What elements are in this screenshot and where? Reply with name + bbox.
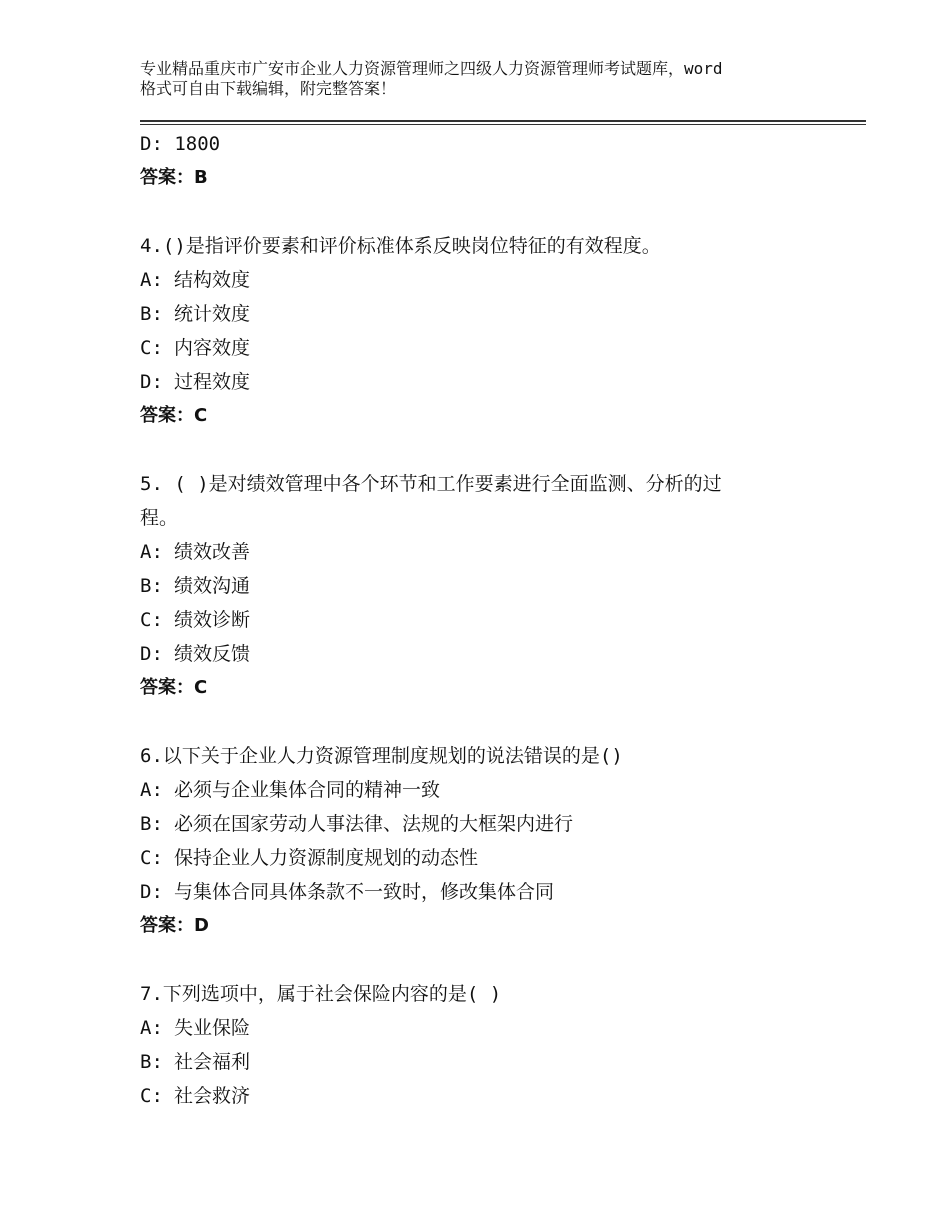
q4-option-c-label: C: [140, 337, 163, 359]
q5-option-b [140, 569, 820, 603]
q5-option-c [140, 603, 820, 637]
q5-option-d-text: 绩效反馈 [174, 643, 251, 665]
q5-option-a-label: A: [140, 541, 163, 563]
spacer [140, 705, 820, 739]
spacer [140, 943, 820, 977]
q5-question-line-2: 程。 [140, 507, 179, 529]
header-line-1: 专业精品重庆市广安市企业人力资源管理师之四级人力资源管理师考试题库，word [140, 59, 723, 78]
q3-option-d [140, 127, 820, 161]
header-rule-thick [140, 120, 866, 122]
q6-option-b-text: 必须在国家劳动人事法律、法规的大框架内进行 [174, 813, 574, 835]
q5-option-a [140, 535, 820, 569]
q4-option-b-label: B: [140, 303, 163, 325]
q5-option-c-text: 绩效诊断 [174, 609, 251, 631]
q6-option-d-label: D: [140, 881, 163, 903]
q6-option-b [140, 807, 820, 841]
q7-option-a-text: 失业保险 [174, 1017, 251, 1039]
q7-option-c-label: C: [140, 1085, 163, 1107]
q3-option-d-text: 1800 [174, 133, 221, 155]
q5-answer: 答案：C [140, 677, 208, 698]
q4-option-a-label: A: [140, 269, 163, 291]
q4-question: 4.()是指评价要素和评价标准体系反映岗位特征的有效程度。 [140, 235, 661, 257]
q6-option-d-text: 与集体合同具体条款不一致时，修改集体合同 [174, 881, 555, 903]
q4-option-b-text: 统计效度 [174, 303, 251, 325]
q6-option-c-text: 保持企业人力资源制度规划的动态性 [174, 847, 479, 869]
q3-answer: 答案：B [140, 167, 208, 188]
q7-option-b [140, 1045, 820, 1079]
q7-option-b-text: 社会福利 [174, 1051, 251, 1073]
q7-option-c-text: 社会救济 [174, 1085, 251, 1107]
q3-option-d-label: D: [140, 133, 163, 155]
q7-option-a-label: A: [140, 1017, 163, 1039]
header-rule-thin [140, 124, 866, 125]
q6-option-a-text: 必须与企业集体合同的精神一致 [174, 779, 441, 801]
question-list [140, 127, 820, 1113]
q4-option-d [140, 365, 820, 399]
q4-answer: 答案：C [140, 405, 208, 426]
q7-option-c [140, 1079, 820, 1113]
header-line-2: 格式可自由下载编辑，附完整答案！ [140, 79, 397, 98]
q6-option-c [140, 841, 820, 875]
q4-option-c-text: 内容效度 [174, 337, 251, 359]
q5-question-line-1: 5. ( )是对绩效管理中各个环节和工作要素进行全面监测、分析的过 [140, 473, 722, 495]
q5-option-a-text: 绩效改善 [174, 541, 251, 563]
q5-option-b-text: 绩效沟通 [174, 575, 251, 597]
q6-option-b-label: B: [140, 813, 163, 835]
q6-option-a [140, 773, 820, 807]
q4-option-a [140, 263, 820, 297]
q7-option-a [140, 1011, 820, 1045]
q5-option-c-label: C: [140, 609, 163, 631]
q5-option-b-label: B: [140, 575, 163, 597]
q5-option-d-label: D: [140, 643, 163, 665]
q7-option-b-label: B: [140, 1051, 163, 1073]
q4-option-c [140, 331, 820, 365]
q4-option-d-label: D: [140, 371, 163, 393]
spacer [140, 195, 820, 229]
q6-option-a-label: A: [140, 779, 163, 801]
page-header [140, 59, 840, 99]
q4-option-b [140, 297, 820, 331]
q6-answer: 答案：D [140, 915, 209, 936]
q4-option-d-text: 过程效度 [174, 371, 251, 393]
q7-question: 7.下列选项中，属于社会保险内容的是( ) [140, 983, 502, 1005]
spacer [140, 433, 820, 467]
q5-option-d [140, 637, 820, 671]
q4-option-a-text: 结构效度 [174, 269, 251, 291]
q6-question: 6.以下关于企业人力资源管理制度规划的说法错误的是() [140, 745, 623, 767]
q6-option-d [140, 875, 820, 909]
q6-option-c-label: C: [140, 847, 163, 869]
